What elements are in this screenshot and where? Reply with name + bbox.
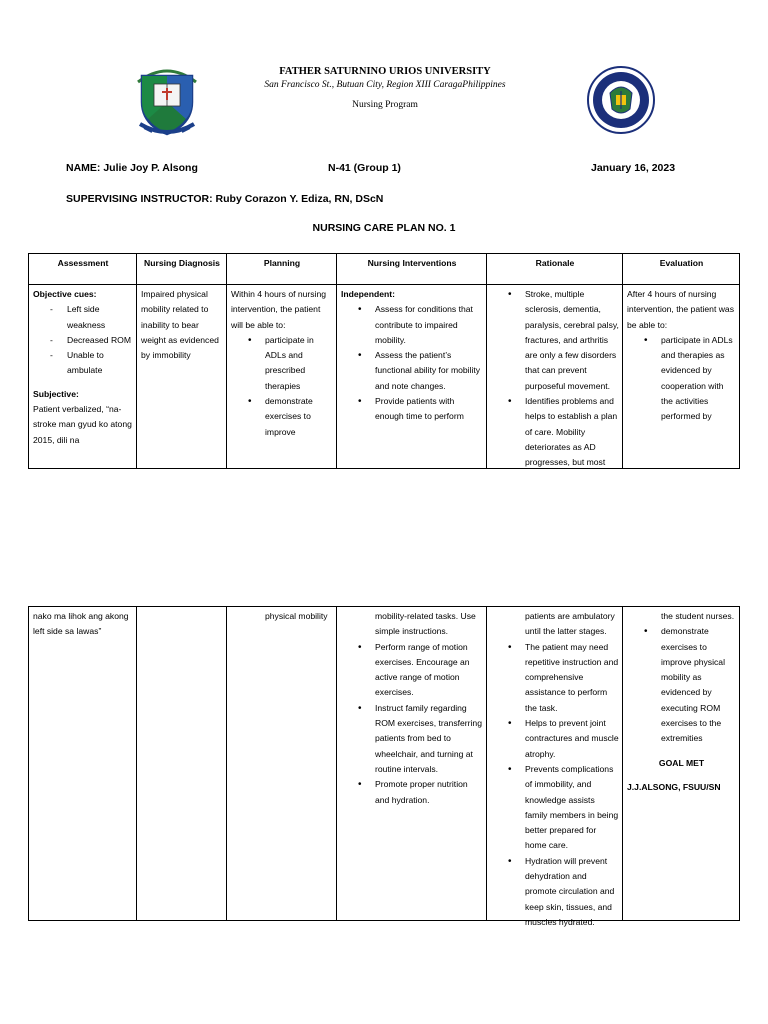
interventions-cell — [341, 287, 483, 467]
interventions-continued-cell — [341, 609, 483, 919]
intervention-item: • Assess the patient’s functional ability for mobility and note changes. — [341, 348, 483, 394]
rationale-item: • Helps to prevent joint contractures and muscle atrophy. — [491, 716, 619, 762]
evaluation-continued-cell — [627, 609, 736, 919]
header-nursing-interventions: Nursing Interventions — [337, 254, 487, 285]
subjective-title: Subjective: — [33, 388, 79, 399]
rationale-item: • Hydration will prevent dehydration and promote circulation and keep skin, tissues, and muscles hydrated. — [491, 854, 619, 930]
header-nursing-diagnosis: Nursing Diagnosis — [137, 254, 227, 285]
table-header-row — [29, 254, 740, 285]
planning-item: • participate in ADLs and prescribed therapies — [231, 333, 333, 394]
program-name: Nursing Program — [352, 100, 418, 110]
intervention-item: • Instruct family regarding ROM exercises, transferring patients from bed to wheelchair, and turning at routine intervals. — [341, 701, 483, 777]
intervention-item: • Perform range of motion exercises. Encourage an active range of motion exercises. — [341, 640, 483, 701]
evaluation-continued-text: the student nurses. — [661, 611, 735, 621]
header-assessment: Assessment — [29, 254, 137, 285]
rationale-item: • Stroke, multiple sclerosis, dementia, paralysis, cerebral palsy, fractures, and arthritis are only a few disorders that can prevent purposeful movement. — [491, 287, 619, 394]
objective-cues-title: Objective cues: — [33, 289, 97, 299]
plan-date: January 16, 2023 — [591, 162, 676, 174]
objective-cue-item: - Left side weakness — [33, 302, 133, 333]
intervention-item: • Promote proper nutrition and hydration. — [341, 777, 483, 808]
objective-cue-item: - Unable to ambulate — [33, 348, 133, 379]
student-name: NAME: Julie Joy P. Alsong — [66, 162, 198, 174]
student-signature: J.J.ALSONG, FSUU/SN — [627, 781, 721, 792]
evaluation-item: • demonstrate exercises to improve physical mobility as evidenced by executing ROM exercises to the extremities — [627, 624, 736, 746]
planning-cell — [231, 287, 333, 467]
diagnosis-continued-text — [141, 609, 223, 919]
table-row — [29, 285, 740, 469]
care-plan-table-part-1 — [28, 253, 740, 469]
group-label: N-41 (Group 1) — [328, 162, 401, 174]
intervention-item: • Provide patients with enough time to perform — [341, 394, 483, 425]
goal-status: GOAL MET — [658, 757, 705, 768]
planning-continued-text: physical mobility — [265, 611, 328, 621]
intervention-item: • Assess for conditions that contribute to impaired mobility. — [341, 302, 483, 348]
rationale-item: • Identifies problems and helps to establish a plan of care. Mobility deteriorates as AD progresses, but most — [491, 394, 619, 470]
university-name: FATHER SATURNINO URIOS UNIVERSITY — [279, 66, 491, 77]
assessment-continued-text: nako ma lihok ang akong left side sa lawas” — [33, 611, 129, 637]
care-plan-table-part-2 — [28, 606, 740, 927]
subjective-text: Patient verbalized, “na-stroke man gyud ko atong 2015, dili na — [33, 404, 132, 445]
evaluation-item: • participate in ADLs and therapies as evidenced by cooperation with the activities performed by — [627, 333, 736, 425]
header-evaluation: Evaluation — [623, 254, 740, 285]
interventions-title: Independent: — [341, 289, 395, 299]
header-planning: Planning — [227, 254, 337, 285]
header-rationale: Rationale — [487, 254, 623, 285]
planning-intro: Within 4 hours of nursing intervention, the patient will be able to: — [231, 289, 327, 330]
assessment-cell — [33, 287, 133, 467]
rationale-cell — [491, 287, 619, 467]
rationale-item: • The patient may need repetitive instruction and comprehensive assistance to perform the task. — [491, 640, 619, 716]
rationale-continued-cell — [491, 609, 619, 927]
evaluation-intro: After 4 hours of nursing intervention, the patient was be able to: — [627, 289, 735, 330]
diagnosis-text: Impaired physical mobility related to inability to bear weight as evidenced by immobility — [141, 289, 219, 361]
supervising-instructor: SUPERVISING INSTRUCTOR: Ruby Corazon Y. Ediza, RN, DScN — [66, 193, 384, 205]
nursing-program-seal-logo — [586, 65, 656, 135]
care-plan-title: NURSING CARE PLAN NO. 1 — [312, 222, 456, 234]
table-row — [29, 607, 740, 921]
evaluation-cell — [627, 287, 736, 467]
rationale-item: • Prevents complications of immobility, and knowledge assists family members in being better prepared for home care. — [491, 762, 619, 854]
rationale-continued-text: patients are ambulatory until the latter stages. — [525, 611, 615, 637]
planning-item: • demonstrate exercises to improve — [231, 394, 333, 440]
objective-cue-item: - Decreased ROM — [33, 333, 133, 348]
university-address: San Francisco St., Butuan City, Region XIII CaragaPhilippines — [264, 80, 506, 90]
intervention-continued-text: mobility-related tasks. Use simple instructions. — [375, 611, 476, 637]
